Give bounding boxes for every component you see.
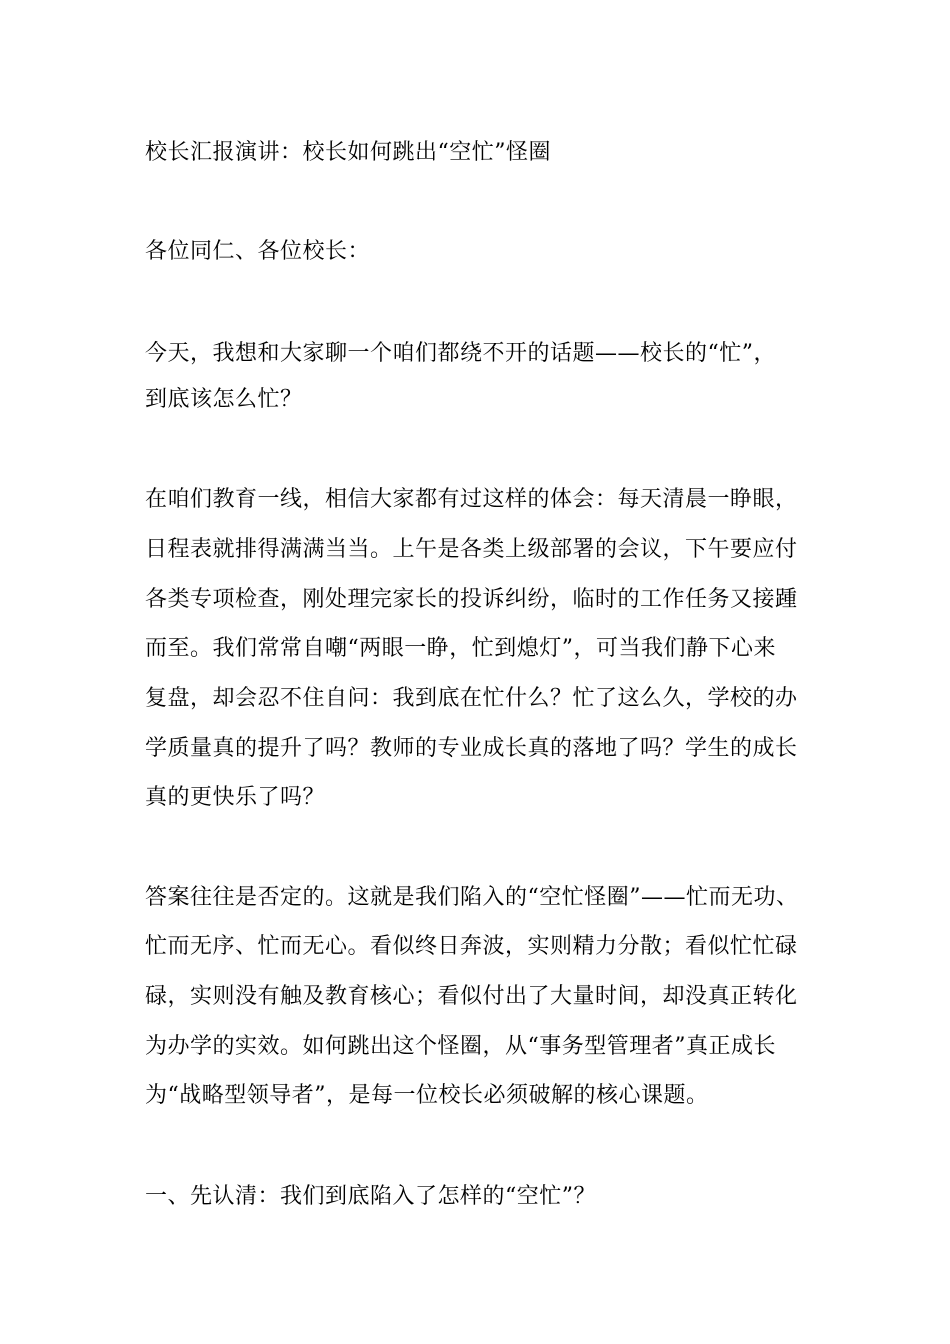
paragraph-line: 为办学的实效。如何跳出这个怪圈，从“事务型管理者”真正成长 [145, 1034, 776, 1059]
paragraph-line: 日程表就排得满满当当。上午是各类上级部署的会议，下午要应付 [145, 537, 798, 562]
paragraph-line: 答案往往是否定的。这就是我们陷入的“空忙怪圈”——忙而无功、 [145, 885, 799, 910]
paragraph-line: 在咱们教育一线，相信大家都有过这样的体会：每天清晨一睁眼， [145, 487, 798, 512]
greeting: 各位同仁、各位校长： [145, 239, 371, 264]
paragraph-line: 到底该怎么忙？ [145, 387, 303, 412]
paragraph-line: 碌，实则没有触及教育核心；看似付出了大量时间，却没真正转化 [145, 984, 798, 1009]
document-title: 校长汇报演讲：校长如何跳出“空忙”怪圈 [145, 140, 551, 165]
paragraph-line: 学质量真的提升了吗？教师的专业成长真的落地了吗？学生的成长 [145, 736, 798, 761]
paragraph-line: 忙而无序、忙而无心。看似终日奔波，实则精力分散；看似忙忙碌 [145, 934, 798, 959]
section-heading: 一、先认清：我们到底陷入了怎样的“空忙”？ [145, 1184, 596, 1209]
paragraph-line: 今天，我想和大家聊一个咱们都绕不开的话题——校长的“忙”， [145, 341, 776, 366]
paragraph-line: 复盘，却会忍不住自问：我到底在忙什么？忙了这么久，学校的办 [145, 686, 798, 711]
paragraph-line: 而至。我们常常自嘲“两眼一睁，忙到熄灯”，可当我们静下心来 [145, 636, 776, 661]
paragraph-line: 各类专项检查，刚处理完家长的投诉纠纷，临时的工作任务又接踵 [145, 587, 798, 612]
paragraph-line: 为“战略型领导者”，是每一位校长必须破解的核心课题。 [145, 1083, 709, 1108]
paragraph-line: 真的更快乐了吗？ [145, 785, 326, 810]
